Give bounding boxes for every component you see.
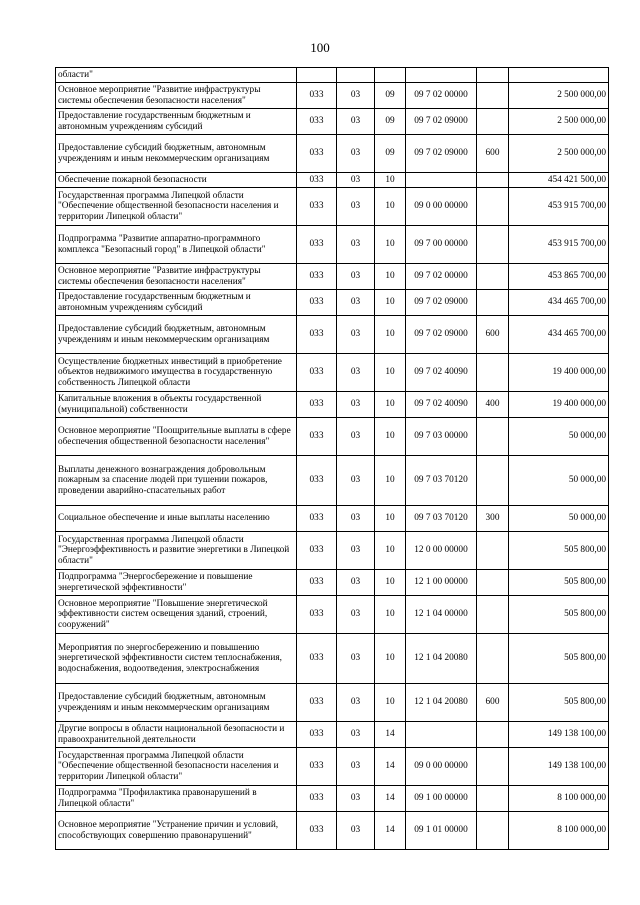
cell-ministry-code: 033: [297, 812, 337, 850]
cell-expense-type: [477, 264, 509, 290]
cell-target-article: 09 7 02 09000: [406, 290, 477, 316]
cell-name: Выплаты денежного вознаграждения добровольным пожарным за спасение людей при тушении пожаров, проведении аварийно-спасательных работ: [56, 456, 297, 506]
cell-section-code: 03: [337, 173, 375, 188]
cell-expense-type: [477, 634, 509, 684]
cell-ministry-code: 033: [297, 109, 337, 135]
cell-subsection-code: 10: [375, 418, 406, 456]
cell-ministry-code: 033: [297, 392, 337, 418]
cell-name: Основное мероприятие "Повышение энергетической эффективности систем освещения зданий, строений, сооружений": [56, 596, 297, 634]
cell-subsection-code: 10: [375, 226, 406, 264]
cell-expense-type: [477, 109, 509, 135]
cell-amount: 8 100 000,00: [509, 786, 609, 812]
cell-ministry-code: 033: [297, 135, 337, 173]
cell-expense-type: [477, 354, 509, 392]
cell-amount: 453 915 700,00: [509, 188, 609, 226]
cell-section-code: 03: [337, 290, 375, 316]
cell-target-article: 09 1 00 00000: [406, 786, 477, 812]
cell-amount: 434 465 700,00: [509, 290, 609, 316]
table-row: [56, 418, 609, 456]
cell-amount: 2 500 000,00: [509, 135, 609, 173]
table-row: [56, 722, 609, 748]
cell-subsection-code: 10: [375, 570, 406, 596]
cell-expense-type: [477, 83, 509, 109]
cell-subsection-code: 09: [375, 83, 406, 109]
cell-section-code: 03: [337, 83, 375, 109]
table-row: [56, 290, 609, 316]
table-row: [56, 748, 609, 786]
table-row: [56, 812, 609, 850]
cell-name: Осуществление бюджетных инвестиций в приобретение объектов недвижимого имущества в государственную собственность Липецкой области: [56, 354, 297, 392]
cell-amount: 505 800,00: [509, 570, 609, 596]
cell-target-article: [406, 68, 477, 83]
cell-section-code: 03: [337, 354, 375, 392]
cell-subsection-code: 14: [375, 786, 406, 812]
cell-amount: 50 000,00: [509, 456, 609, 506]
cell-section-code: 03: [337, 684, 375, 722]
cell-subsection-code: 10: [375, 506, 406, 532]
cell-target-article: 09 0 00 00000: [406, 188, 477, 226]
cell-amount: [509, 68, 609, 83]
cell-subsection-code: 10: [375, 634, 406, 684]
cell-expense-type: 600: [477, 684, 509, 722]
cell-ministry-code: [297, 68, 337, 83]
table-row: [56, 786, 609, 812]
cell-amount: 19 400 000,00: [509, 392, 609, 418]
cell-target-article: 09 1 01 00000: [406, 812, 477, 850]
cell-target-article: [406, 173, 477, 188]
cell-target-article: 09 7 02 09000: [406, 109, 477, 135]
cell-expense-type: 400: [477, 392, 509, 418]
cell-amount: 505 800,00: [509, 634, 609, 684]
budget-table-body: [56, 68, 609, 850]
cell-name: Предоставление государственным бюджетным и автономным учреждениям субсидий: [56, 109, 297, 135]
cell-section-code: 03: [337, 596, 375, 634]
cell-subsection-code: 14: [375, 812, 406, 850]
cell-expense-type: [477, 722, 509, 748]
table-row: [56, 506, 609, 532]
cell-subsection-code: 10: [375, 596, 406, 634]
page-number: 100: [310, 40, 330, 55]
cell-expense-type: [477, 596, 509, 634]
table-row: [56, 684, 609, 722]
cell-name: Подпрограмма "Энергосбережение и повышение энергетической эффективности": [56, 570, 297, 596]
cell-name: Основное мероприятие "Развитие инфраструктуры системы обеспечения безопасности населения": [56, 83, 297, 109]
cell-ministry-code: 033: [297, 354, 337, 392]
cell-section-code: 03: [337, 226, 375, 264]
cell-section-code: 03: [337, 456, 375, 506]
cell-subsection-code: 10: [375, 290, 406, 316]
cell-expense-type: [477, 812, 509, 850]
cell-name: Обеспечение пожарной безопасности: [56, 173, 297, 188]
table-row: [56, 264, 609, 290]
cell-name: области": [56, 68, 297, 83]
cell-expense-type: [477, 226, 509, 264]
table-row: [56, 456, 609, 506]
cell-subsection-code: 10: [375, 188, 406, 226]
cell-target-article: 09 7 02 09000: [406, 135, 477, 173]
table-row: [56, 226, 609, 264]
table-row: [56, 570, 609, 596]
cell-target-article: 09 0 00 00000: [406, 748, 477, 786]
cell-ministry-code: 033: [297, 456, 337, 506]
cell-name: Предоставление субсидий бюджетным, автономным учреждениям и иным некоммерческим организациям: [56, 684, 297, 722]
cell-expense-type: [477, 188, 509, 226]
table-row: [56, 188, 609, 226]
cell-name: Основное мероприятие "Устранение причин и условий, способствующих совершению правонарушений": [56, 812, 297, 850]
cell-amount: 50 000,00: [509, 506, 609, 532]
cell-expense-type: 600: [477, 316, 509, 354]
cell-target-article: 09 7 02 40090: [406, 354, 477, 392]
cell-target-article: 09 7 00 00000: [406, 226, 477, 264]
cell-ministry-code: 033: [297, 786, 337, 812]
cell-section-code: 03: [337, 532, 375, 570]
cell-expense-type: 300: [477, 506, 509, 532]
cell-amount: 19 400 000,00: [509, 354, 609, 392]
cell-ministry-code: 033: [297, 506, 337, 532]
cell-section-code: 03: [337, 418, 375, 456]
cell-amount: 434 465 700,00: [509, 316, 609, 354]
cell-subsection-code: 09: [375, 109, 406, 135]
cell-name: Социальное обеспечение и иные выплаты населению: [56, 506, 297, 532]
cell-target-article: 09 7 03 70120: [406, 506, 477, 532]
cell-target-article: 09 7 03 00000: [406, 418, 477, 456]
cell-name: Государственная программа Липецкой области "Обеспечение общественной безопасности населения и территории Липецкой области": [56, 188, 297, 226]
table-row: [56, 135, 609, 173]
table-row: [56, 173, 609, 188]
cell-section-code: 03: [337, 812, 375, 850]
cell-subsection-code: 09: [375, 135, 406, 173]
cell-ministry-code: 033: [297, 748, 337, 786]
cell-ministry-code: 033: [297, 596, 337, 634]
cell-subsection-code: 10: [375, 684, 406, 722]
cell-expense-type: [477, 68, 509, 83]
cell-target-article: 09 7 03 70120: [406, 456, 477, 506]
cell-target-article: 12 1 00 00000: [406, 570, 477, 596]
cell-target-article: 12 1 04 20080: [406, 634, 477, 684]
cell-ministry-code: 033: [297, 173, 337, 188]
cell-name: Основное мероприятие "Развитие инфраструктуры системы обеспечения безопасности населения": [56, 264, 297, 290]
cell-section-code: 03: [337, 135, 375, 173]
cell-expense-type: [477, 532, 509, 570]
cell-section-code: 03: [337, 264, 375, 290]
cell-section-code: 03: [337, 506, 375, 532]
cell-name: Государственная программа Липецкой области "Энергоэффективность и развитие энергетики в Липецкой области": [56, 532, 297, 570]
cell-amount: 50 000,00: [509, 418, 609, 456]
cell-section-code: 03: [337, 570, 375, 596]
cell-section-code: 03: [337, 748, 375, 786]
cell-amount: 149 138 100,00: [509, 748, 609, 786]
cell-subsection-code: 10: [375, 173, 406, 188]
budget-table: [55, 67, 609, 850]
cell-ministry-code: 033: [297, 290, 337, 316]
cell-target-article: [406, 722, 477, 748]
table-row: [56, 83, 609, 109]
table-row: [56, 596, 609, 634]
cell-ministry-code: 033: [297, 188, 337, 226]
cell-amount: 2 500 000,00: [509, 109, 609, 135]
cell-ministry-code: 033: [297, 226, 337, 264]
cell-subsection-code: 10: [375, 316, 406, 354]
table-row: [56, 532, 609, 570]
cell-ministry-code: 033: [297, 684, 337, 722]
cell-section-code: 03: [337, 109, 375, 135]
cell-target-article: 09 7 02 00000: [406, 83, 477, 109]
cell-expense-type: [477, 786, 509, 812]
cell-ministry-code: 033: [297, 418, 337, 456]
cell-target-article: 09 7 02 40090: [406, 392, 477, 418]
cell-ministry-code: 033: [297, 722, 337, 748]
cell-amount: 8 100 000,00: [509, 812, 609, 850]
cell-ministry-code: 033: [297, 570, 337, 596]
cell-name: Мероприятия по энергосбережению и повышению энергетической эффективности систем теплоснабжения, водоснабжения, водоотведения, электроснабжения: [56, 634, 297, 684]
cell-expense-type: [477, 290, 509, 316]
cell-section-code: 03: [337, 188, 375, 226]
cell-ministry-code: 033: [297, 634, 337, 684]
table-row: [56, 68, 609, 83]
cell-name: Предоставление субсидий бюджетным, автономным учреждениям и иным некоммерческим организациям: [56, 316, 297, 354]
cell-amount: 453 915 700,00: [509, 226, 609, 264]
table-row: [56, 392, 609, 418]
cell-expense-type: [477, 173, 509, 188]
cell-name: Другие вопросы в области национальной безопасности и правоохранительной деятельности: [56, 722, 297, 748]
cell-subsection-code: [375, 68, 406, 83]
table-row: [56, 354, 609, 392]
cell-subsection-code: 14: [375, 722, 406, 748]
cell-name: Основное мероприятие "Поощрительные выплаты в сфере обеспечения общественной безопасности населения": [56, 418, 297, 456]
table-row: [56, 109, 609, 135]
cell-amount: 505 800,00: [509, 532, 609, 570]
cell-amount: 505 800,00: [509, 596, 609, 634]
cell-subsection-code: 10: [375, 354, 406, 392]
cell-section-code: 03: [337, 392, 375, 418]
cell-section-code: 03: [337, 722, 375, 748]
cell-amount: 453 865 700,00: [509, 264, 609, 290]
cell-amount: 454 421 500,00: [509, 173, 609, 188]
cell-ministry-code: 033: [297, 316, 337, 354]
cell-amount: 149 138 100,00: [509, 722, 609, 748]
cell-subsection-code: 10: [375, 456, 406, 506]
cell-name: Государственная программа Липецкой области "Обеспечение общественной безопасности населения и территории Липецкой области": [56, 748, 297, 786]
cell-target-article: 12 0 00 00000: [406, 532, 477, 570]
cell-name: Подпрограмма "Профилактика правонарушений в Липецкой области": [56, 786, 297, 812]
cell-ministry-code: 033: [297, 83, 337, 109]
cell-subsection-code: 14: [375, 748, 406, 786]
cell-subsection-code: 10: [375, 264, 406, 290]
cell-subsection-code: 10: [375, 392, 406, 418]
cell-section-code: [337, 68, 375, 83]
cell-amount: 505 800,00: [509, 684, 609, 722]
cell-section-code: 03: [337, 634, 375, 684]
cell-expense-type: [477, 748, 509, 786]
table-row: [56, 316, 609, 354]
cell-target-article: 12 1 04 00000: [406, 596, 477, 634]
cell-expense-type: [477, 570, 509, 596]
cell-expense-type: [477, 418, 509, 456]
cell-ministry-code: 033: [297, 532, 337, 570]
cell-name: Предоставление государственным бюджетным и автономным учреждениям субсидий: [56, 290, 297, 316]
cell-target-article: 09 7 02 00000: [406, 264, 477, 290]
cell-section-code: 03: [337, 316, 375, 354]
cell-expense-type: 600: [477, 135, 509, 173]
cell-subsection-code: 10: [375, 532, 406, 570]
cell-name: Подпрограмма "Развитие аппаратно-программного комплекса "Безопасный город" в Липецкой области": [56, 226, 297, 264]
cell-name: Капитальные вложения в объекты государственной (муниципальной) собственности: [56, 392, 297, 418]
cell-name: Предоставление субсидий бюджетным, автономным учреждениям и иным некоммерческим организациям: [56, 135, 297, 173]
cell-amount: 2 500 000,00: [509, 83, 609, 109]
table-row: [56, 634, 609, 684]
cell-target-article: 12 1 04 20080: [406, 684, 477, 722]
cell-ministry-code: 033: [297, 264, 337, 290]
cell-section-code: 03: [337, 786, 375, 812]
cell-expense-type: [477, 456, 509, 506]
cell-target-article: 09 7 02 09000: [406, 316, 477, 354]
